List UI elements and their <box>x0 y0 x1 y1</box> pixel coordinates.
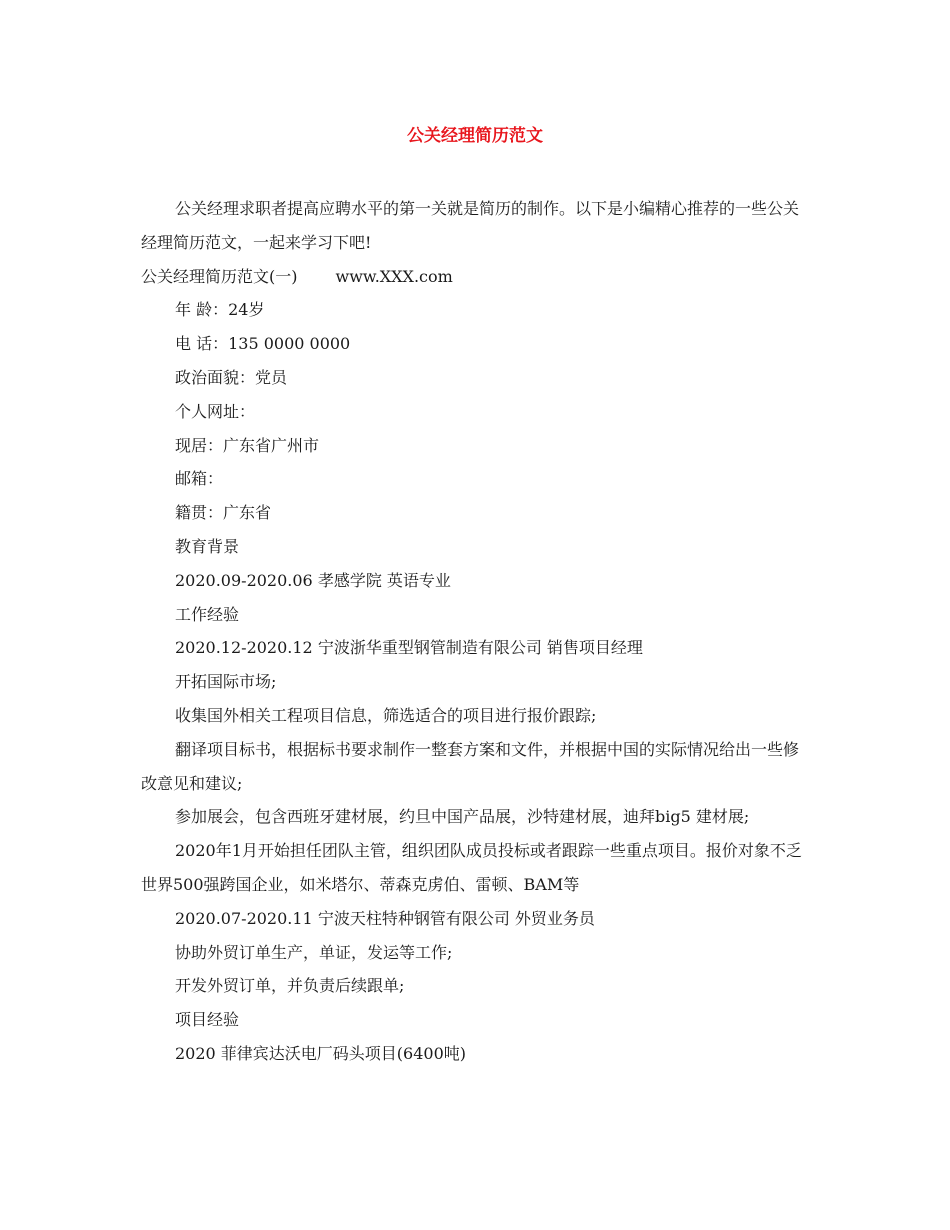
project-heading: 项目经验 <box>175 1010 240 1030</box>
age-line: 年 龄：24岁 <box>175 300 265 320</box>
work-entry-2: 2020.07-2020.11 宁波天柱特种钢管有限公司 外贸业务员 <box>175 908 595 928</box>
email-line: 邮箱： <box>175 469 224 489</box>
work-duty-line: 参加展会，包含西班牙建材展，约旦中国产品展，沙特建材展，迪拜big5 建材展; <box>175 807 750 827</box>
project-entry: 2020 菲律宾达沃电厂码头项目(6400吨) <box>175 1043 467 1063</box>
work-duty-line: 翻译项目标书，根据标书要求制作一整套方案和文件，并根据中国的实际情况给出一些修改意见和建议; <box>141 739 800 793</box>
political-status-line: 政治面貌：党员 <box>175 367 288 387</box>
education-entry: 2020.09-2020.06 孝感学院 英语专业 <box>175 570 451 590</box>
document-body <box>141 192 813 1071</box>
work-duty-line: 开发外贸订单，并负责后续跟单; <box>175 976 405 996</box>
sample-heading-line <box>141 260 813 294</box>
work-duty-line: 收集国外相关工程项目信息，筛选适合的项目进行报价跟踪; <box>175 705 597 725</box>
document-title: 公关经理简历范文 <box>407 126 543 146</box>
phone-line: 电 话：135 0000 0000 <box>175 334 351 354</box>
work-entry-1: 2020.12-2020.12 宁波浙华重型钢管制造有限公司 销售项目经理 <box>175 638 643 658</box>
residence-line: 现居：广东省广州市 <box>175 435 320 455</box>
work-duty-line: 协助外贸订单生产，单证，发运等工作; <box>175 942 453 962</box>
sample-heading: 公关经理简历范文(一) <box>141 266 298 286</box>
hometown-line: 籍贯：广东省 <box>175 503 272 523</box>
work-heading: 工作经验 <box>175 604 240 624</box>
education-heading: 教育背景 <box>175 536 240 556</box>
intro-paragraph: 公关经理求职者提高应聘水平的第一关就是简历的制作。以下是小编精心推荐的一些公关经理简历范文，一起来学习下吧! <box>141 199 800 252</box>
website-line: 个人网址： <box>175 401 256 421</box>
work-duty-line: 2020年1月开始担任团队主管，组织团队成员投标或者跟踪一些重点项目。报价对象不乏世界500强跨国企业，如米塔尔、蒂森克虏伯、雷顿、BAM等 <box>141 841 802 894</box>
work-duty-line: 开拓国际市场; <box>175 672 277 692</box>
sample-url: www.XXX.com <box>335 266 453 286</box>
